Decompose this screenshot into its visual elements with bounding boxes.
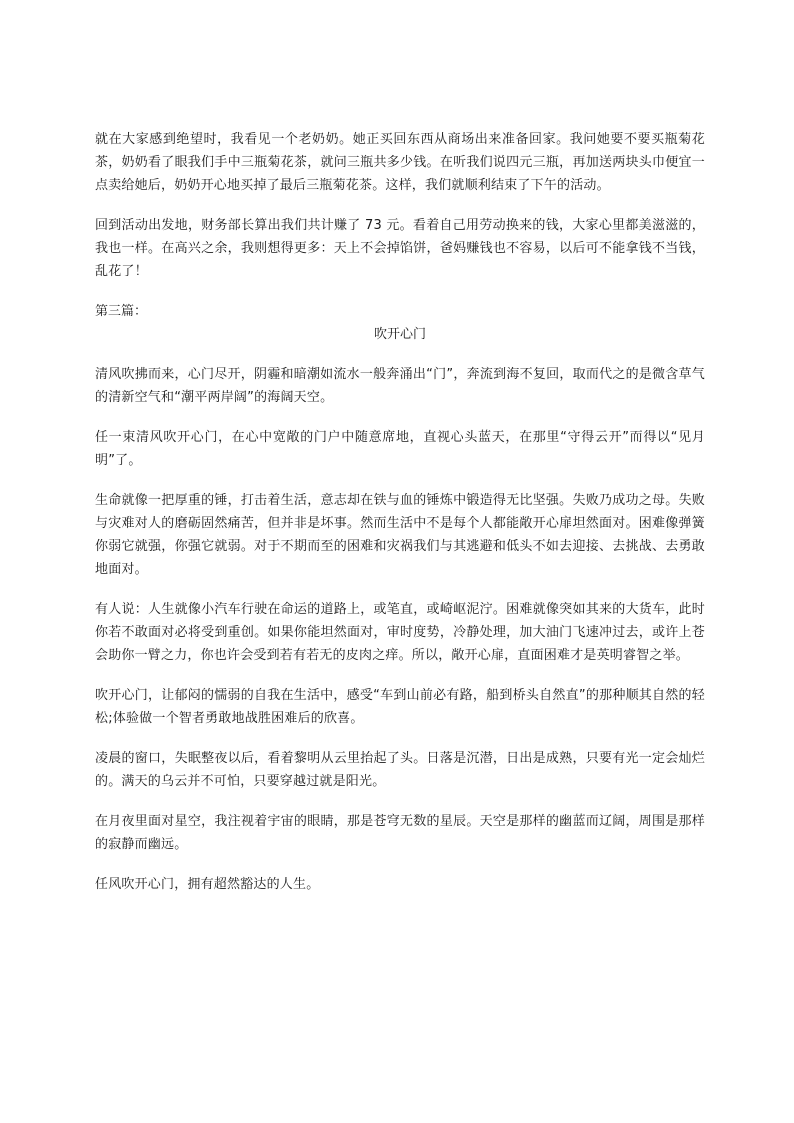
paragraph: 生命就像一把厚重的锤，打击着生活，意志却在铁与血的锤炼中锻造得无比坚强。失败乃成功之母。失败与灾难对人的磨砺固然痛苦，但并非是坏事。然而生活中不是每个人都能敞开心扉坦然面对。困难像弹簧你弱它就强，你强它就弱。对于不期而至的困难和灾祸我们与其逃避和低头不如去迎接、去挑战、去勇敢地面对。 [95, 493, 705, 577]
paragraph: 回到活动出发地，财务部长算出我们共计赚了 73 元。看着自己用劳动换来的钱，大家心里都美滋滋的，我也一样。在高兴之余，我则想得更多：天上不会掉馅饼，爸妈赚钱也不容易，以后可不能拿钱不当钱，乱花了！ [95, 218, 705, 279]
paragraph: 在月夜里面对星空，我注视着宇宙的眼睛，那是苍穹无数的星辰。天空是那样的幽蓝而辽阔，周围是那样的寂静而幽远。 [95, 814, 705, 852]
document-page [95, 128, 705, 913]
section-label: 第三篇： [95, 304, 148, 319]
paragraph: 任风吹开心门，拥有超然豁达的人生。 [95, 877, 320, 892]
essay-title: 吹开心门 [373, 327, 426, 342]
paragraph: 任一束清风吹开心门，在心中宽敞的门户中随意席地，直视心头蓝天，在那里“守得云开”而得以“见月明”了。 [95, 430, 705, 468]
paragraph: 有人说：人生就像小汽车行驶在命运的道路上，或笔直，或崎岖泥泞。困难就像突如其来的大货车，此时你若不敢面对必将受到重创。如果你能坦然面对，审时度势，冷静处理，加大油门飞速冲过去，或许上苍会助你一臂之力，你也许会受到若有若无的皮肉之痒。所以，敞开心扉，直面困难才是英明睿智之举。 [95, 602, 705, 663]
paragraph: 凌晨的窗口，失眠整夜以后，看着黎明从云里抬起了头。日落是沉潜，日出是成熟，只要有光一定会灿烂的。满天的乌云并不可怕，只要穿越过就是阳光。 [95, 751, 705, 789]
paragraph: 就在大家感到绝望时，我看见一个老奶奶。她正买回东西从商场出来准备回家。我问她要不要买瓶菊花茶，奶奶看了眼我们手中三瓶菊花茶，就问三瓶共多少钱。在听我们说四元三瓶，再加送两块头巾便宜一点卖给她后，奶奶开心地买掉了最后三瓶菊花茶。这样，我们就顺利结束了下午的活动。 [95, 132, 705, 193]
paragraph: 清风吹拂而来，心门尽开，阴霾和暗潮如流水一般奔涌出“门”，奔流到海不复回，取而代之的是微含草气的清新空气和“潮平两岸阔”的海阔天空。 [95, 367, 705, 405]
paragraph: 吹开心门，让郁闷的懦弱的自我在生活中，感受“车到山前必有路，船到桥头自然直”的那种顺其自然的轻松;体验做一个智者勇敢地战胜困难后的欣喜。 [95, 688, 705, 726]
